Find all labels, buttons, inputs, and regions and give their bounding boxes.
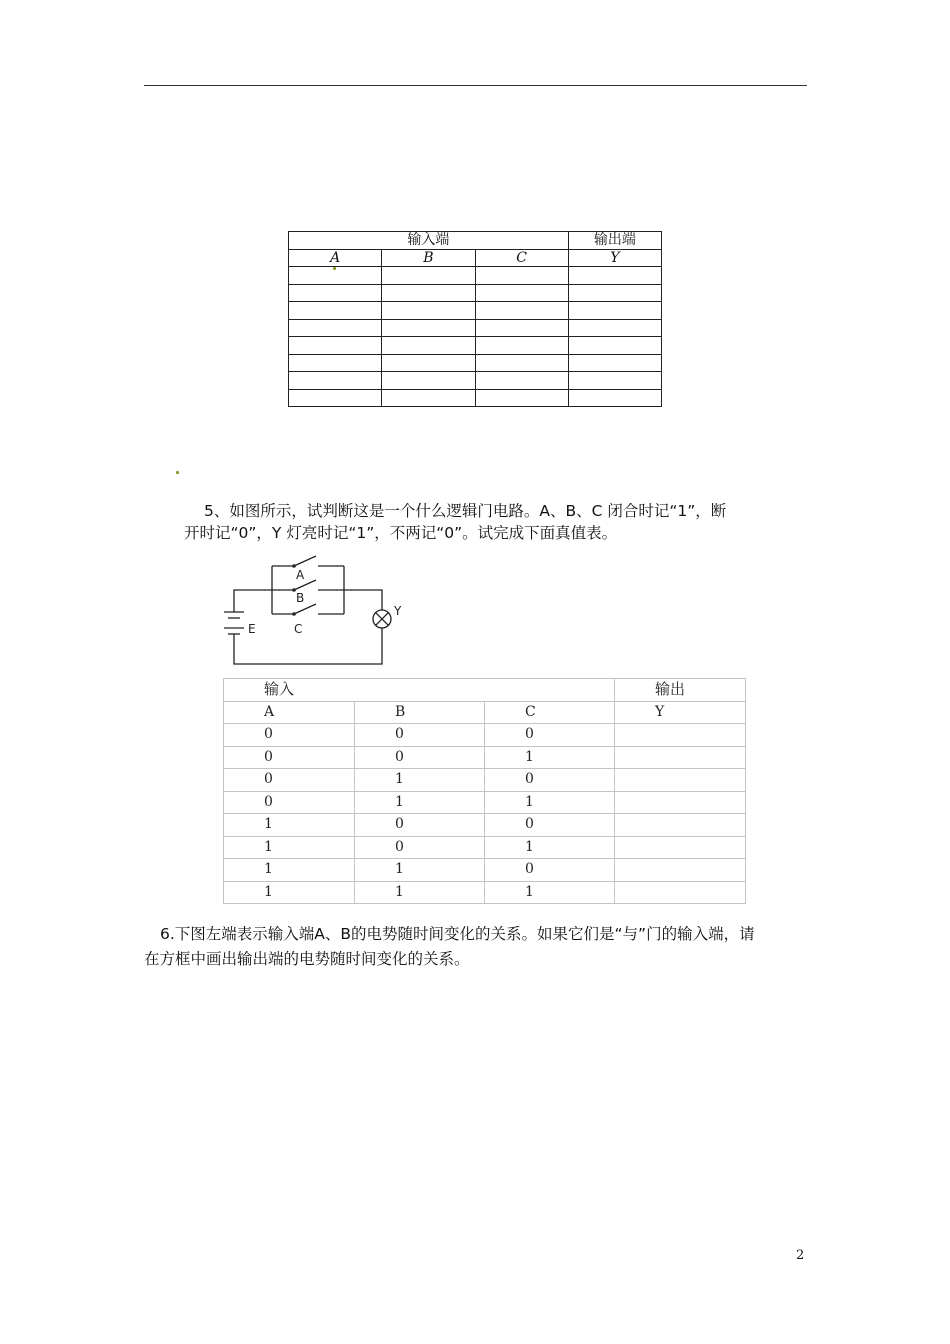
table-cell (382, 302, 475, 320)
table-cell (382, 389, 475, 407)
table-cell: 0 (224, 746, 355, 769)
bottom-wire (234, 628, 382, 664)
column-header-y: Y (615, 701, 746, 724)
table-cell (289, 319, 382, 337)
table-cell: 1 (224, 859, 355, 882)
table-cell: 1 (485, 836, 615, 859)
output-group-header: 输出端 (568, 232, 661, 250)
table-cell: 1 (224, 881, 355, 904)
output-group-header: 输出 (615, 679, 746, 702)
table-row (289, 284, 662, 302)
table-cell (289, 284, 382, 302)
question-5-line-1: 5、如图所示，试判断这是一个什么逻辑门电路。A、B、C 闭合时记“1”，断 (204, 502, 727, 520)
table-row (224, 836, 746, 859)
table-cell (475, 319, 568, 337)
input-group-header: 输入 (224, 679, 615, 702)
table-cell (382, 354, 475, 372)
question-6-line-1: 6.下图左端表示输入端A、B的电势随时间变化的关系。如果它们是“与”门的输入端，请 (160, 925, 755, 943)
table-cell (568, 354, 661, 372)
table-row (224, 881, 746, 904)
table-row (224, 769, 746, 792)
top-right-wire (344, 590, 382, 610)
table-cell (568, 337, 661, 355)
switch-a (294, 556, 316, 566)
table-cell (475, 337, 568, 355)
table-cell: 0 (224, 791, 355, 814)
battery-label: E (248, 622, 256, 636)
top-left-wire (234, 590, 272, 612)
table-cell: 0 (485, 859, 615, 882)
table-cell: 1 (355, 769, 485, 792)
question-6 (144, 922, 808, 972)
table-cell (568, 389, 661, 407)
column-header-y: Y (568, 249, 661, 267)
table-row (289, 302, 662, 320)
table-cell (289, 354, 382, 372)
table-cell (568, 302, 661, 320)
column-header-c: C (475, 249, 568, 267)
table-cell (382, 337, 475, 355)
table-cell (568, 284, 661, 302)
table-cell: 0 (485, 814, 615, 837)
table-cell (475, 284, 568, 302)
table-row (224, 724, 746, 747)
table-cell (382, 319, 475, 337)
table-cell (615, 724, 746, 747)
table-cell (568, 319, 661, 337)
circuit-diagram (210, 550, 420, 670)
table-cell: 0 (355, 814, 485, 837)
table-row (289, 267, 662, 285)
table-row (224, 746, 746, 769)
table-cell: 1 (485, 881, 615, 904)
input-group-header: 输入端 (289, 232, 569, 250)
table-cell: 1 (224, 814, 355, 837)
table-cell (615, 769, 746, 792)
table-cell: 0 (224, 769, 355, 792)
table-cell (475, 389, 568, 407)
table-row (289, 337, 662, 355)
truth-table-empty (288, 231, 662, 407)
table-row (289, 389, 662, 407)
table-cell (475, 372, 568, 390)
table-cell (615, 746, 746, 769)
table-cell: 0 (355, 836, 485, 859)
truth-table (223, 678, 746, 904)
table-cell (475, 354, 568, 372)
table-row (224, 791, 746, 814)
table-body (224, 724, 746, 904)
table-cell: 0 (355, 724, 485, 747)
page-number: 2 (796, 1248, 805, 1263)
table-cell: 0 (355, 746, 485, 769)
table-row (289, 354, 662, 372)
table-body (289, 267, 662, 407)
table-cell: 1 (485, 746, 615, 769)
column-header-b: B (382, 249, 475, 267)
table-cell: 1 (355, 859, 485, 882)
table-cell: 0 (485, 724, 615, 747)
table-cell (475, 267, 568, 285)
table-row (224, 814, 746, 837)
table-cell: 1 (355, 791, 485, 814)
question-6-line-2: 在方框中画出输出端的电势随时间变化的关系。 (144, 950, 470, 968)
table-cell (615, 836, 746, 859)
table-cell (615, 791, 746, 814)
table-row (224, 859, 746, 882)
table-cell: 1 (224, 836, 355, 859)
table-cell (289, 389, 382, 407)
marker-dot (333, 267, 336, 270)
table-row (289, 319, 662, 337)
table-cell (289, 372, 382, 390)
switch-c-label: C (294, 622, 303, 636)
table-cell: 1 (355, 881, 485, 904)
marker-dot (176, 471, 179, 474)
table-cell: 0 (224, 724, 355, 747)
table-cell (568, 372, 661, 390)
table-cell (382, 267, 475, 285)
column-header-a: A (224, 701, 355, 724)
switch-a-label: A (296, 568, 305, 582)
table-cell (289, 302, 382, 320)
question-5 (184, 500, 804, 544)
table-cell: 0 (485, 769, 615, 792)
table-cell (475, 302, 568, 320)
table-row (289, 372, 662, 390)
question-5-line-2: 开时记“0”，Y 灯亮时记“1”，不两记“0”。试完成下面真值表。 (184, 524, 618, 542)
table-cell (615, 859, 746, 882)
table-cell (382, 372, 475, 390)
lamp-label: Y (394, 604, 402, 618)
table-cell (382, 284, 475, 302)
switch-c (294, 604, 316, 614)
table-cell (568, 267, 661, 285)
table-cell (615, 881, 746, 904)
table-cell: 1 (485, 791, 615, 814)
table-cell (289, 337, 382, 355)
column-header-b: B (355, 701, 485, 724)
switch-b-label: B (296, 591, 305, 605)
column-header-c: C (485, 701, 615, 724)
header-rule (144, 85, 807, 86)
table-cell (615, 814, 746, 837)
column-header-a: A (289, 249, 382, 267)
